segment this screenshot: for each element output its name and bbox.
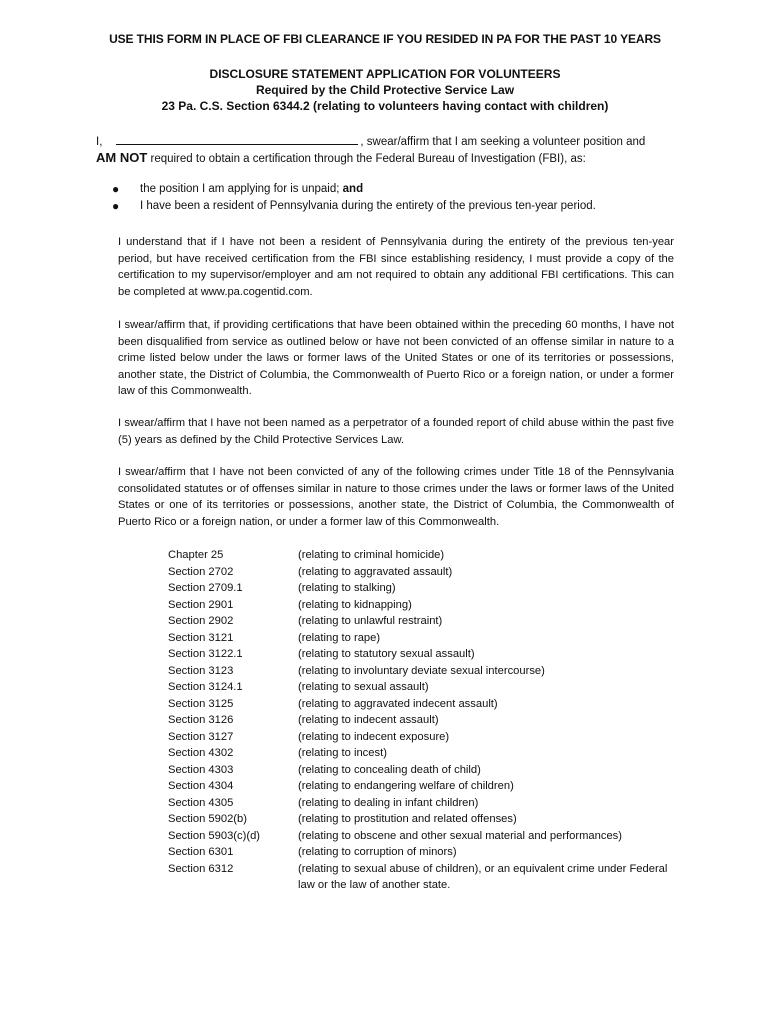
residency-paragraph: I understand that if I have not been a resident of Pennsylvania during the entirety of the previous ten-year period, but have received certification from the FBI since establishing residency, I must provide a copy of the certification to my supervisor/employer and am not required to obtain any additional FBI certifications. This can be completed at www.pa.cogentid.com.: [118, 236, 674, 298]
eligibility-bullets: [112, 181, 672, 215]
bullet-item: [112, 198, 672, 215]
crime-description: (relating to sexual assault): [298, 681, 429, 693]
crime-description: (relating to concealing death of child): [298, 763, 481, 776]
crime-description: (relating to stalking): [298, 582, 396, 594]
crime-description: (relating to incest): [298, 747, 387, 759]
crime-description: (relating to aggravated assault): [298, 565, 453, 578]
crime-section: Section 3124.1: [168, 681, 243, 693]
crime-row: [168, 729, 668, 746]
crime-row: [168, 811, 668, 828]
crime-row: [168, 630, 668, 647]
am-not-emphasis: AM NOT: [96, 150, 148, 165]
crime-description: (relating to criminal homicide): [298, 549, 445, 561]
crime-description: (relating to prostitution and related offenses): [298, 813, 517, 825]
form-subtitle: Required by the Child Protective Service Law: [255, 83, 515, 97]
bullet-text: I have been a resident of Pennsylvania during the entirety of the previous ten-year period.: [140, 200, 596, 212]
crime-section: Section 3123: [168, 664, 234, 677]
crime-row: [168, 597, 668, 614]
crime-description: (relating to endangering welfare of children): [298, 780, 514, 792]
crime-row: [168, 663, 668, 680]
bullet-dot-icon: ●: [112, 182, 120, 196]
crime-section: Section 3121: [168, 631, 234, 644]
crime-section: Section 3122.1: [168, 648, 243, 660]
crime-row: [168, 712, 668, 729]
crime-section: Section 4303: [168, 763, 234, 776]
bullet-emphasis: and: [342, 183, 364, 195]
bullet-text: the position I am applying for is unpaid;: [140, 183, 340, 195]
form-title-block: [0, 66, 770, 114]
crime-description: (relating to indecent assault): [298, 714, 439, 726]
crime-row: [168, 696, 668, 713]
crime-description: (relating to indecent exposure): [298, 730, 450, 743]
crime-row: [168, 547, 668, 564]
convictions-paragraph: I swear/affirm that I have not been convicted of any of the following crimes under Title 18 of the Pennsylvania consolidated statutes or of offenses similar in nature to those crimes under the laws or former laws of the United States or one of its territories or possessions, another state, the District of Columbia, the Commonwealth of Puerto Rico or a foreign nation, or under a former law of this Commonwealth.: [118, 466, 674, 528]
crime-section: Section 5902(b): [168, 813, 247, 825]
crime-description: (relating to obscene and other sexual material and performances): [298, 829, 622, 842]
disqualification-paragraph: I swear/affirm that, if providing certifications that have been obtained within the preceding 60 months, I have not been disqualified from service as outlined below or have not been convicted of an offense similar in nature to a crime listed below under the laws or former laws of the United States or one of its territories or possessions, another state, the District of Columbia, the Commonwealth of Puerto Rico or a foreign nation, or under a former law of this Commonwealth.: [118, 319, 674, 397]
crime-section: Section 2901: [168, 598, 234, 611]
crime-section: Section 2709.1: [168, 582, 243, 594]
perpetrator-paragraph: I swear/affirm that I have not been named as a perpetrator of a founded report of child abuse within the past five (5) years as defined by the Child Protective Services Law.: [118, 417, 674, 446]
bullet-item: [112, 181, 672, 198]
crime-description: (relating to kidnapping): [298, 598, 412, 611]
crime-row: [168, 679, 668, 696]
bullet-dot-icon: ●: [112, 199, 120, 213]
crime-row: [168, 828, 668, 845]
crime-row: [168, 762, 668, 779]
crime-row: [168, 844, 668, 861]
intro-line1: , swear/affirm that I am seeking a volunteer position and: [360, 136, 646, 148]
crime-section: Section 2902: [168, 615, 234, 627]
crime-section: Section 3125: [168, 697, 234, 710]
crime-section: Section 3127: [168, 730, 234, 743]
crime-description: (relating to involuntary deviate sexual intercourse): [298, 664, 545, 677]
form-statute: 23 Pa. C.S. Section 6344.2 (relating to volunteers having contact with children): [161, 99, 609, 113]
crime-row: [168, 613, 668, 630]
crime-description: (relating to statutory sexual assault): [298, 648, 475, 660]
crime-section: Section 6301: [168, 846, 234, 858]
swear-affirm-statement: [96, 133, 686, 167]
intro-prefix: I,: [96, 136, 103, 148]
crime-description: (relating to corruption of minors): [298, 846, 457, 858]
crime-section: Section 4304: [168, 780, 234, 792]
intro-line2: required to obtain a certification through the Federal Bureau of Investigation (FBI), as:: [150, 153, 586, 165]
crime-row: [168, 778, 668, 795]
crime-row: [168, 745, 668, 762]
crime-section: Chapter 25: [168, 549, 224, 561]
crime-section: Section 4302: [168, 747, 234, 759]
crime-section: Section 2702: [168, 565, 234, 578]
name-blank-line[interactable]: [116, 133, 358, 145]
crime-list: [168, 547, 668, 894]
crime-description: (relating to sexual abuse of children), or an equivalent crime under Federal law or the law of another state.: [298, 862, 668, 891]
form-title: DISCLOSURE STATEMENT APPLICATION FOR VOLUNTEERS: [209, 67, 561, 81]
crime-description: (relating to rape): [298, 631, 381, 644]
crime-description: (relating to aggravated indecent assault): [298, 697, 498, 710]
crime-row: [168, 580, 668, 597]
crime-row: [168, 861, 668, 894]
crime-row: [168, 646, 668, 663]
crime-section: Section 5903(c)(d): [168, 829, 261, 842]
crime-description: (relating to dealing in infant children): [298, 796, 479, 809]
crime-row: [168, 564, 668, 581]
form-usage-notice: USE THIS FORM IN PLACE OF FBI CLEARANCE IF YOU RESIDED IN PA FOR THE PAST 10 YEARS: [109, 32, 661, 46]
crime-row: [168, 795, 668, 812]
crime-section: Section 4305: [168, 796, 234, 809]
crime-section: Section 6312: [168, 862, 234, 875]
crime-section: Section 3126: [168, 714, 234, 726]
crime-description: (relating to unlawful restraint): [298, 615, 443, 627]
